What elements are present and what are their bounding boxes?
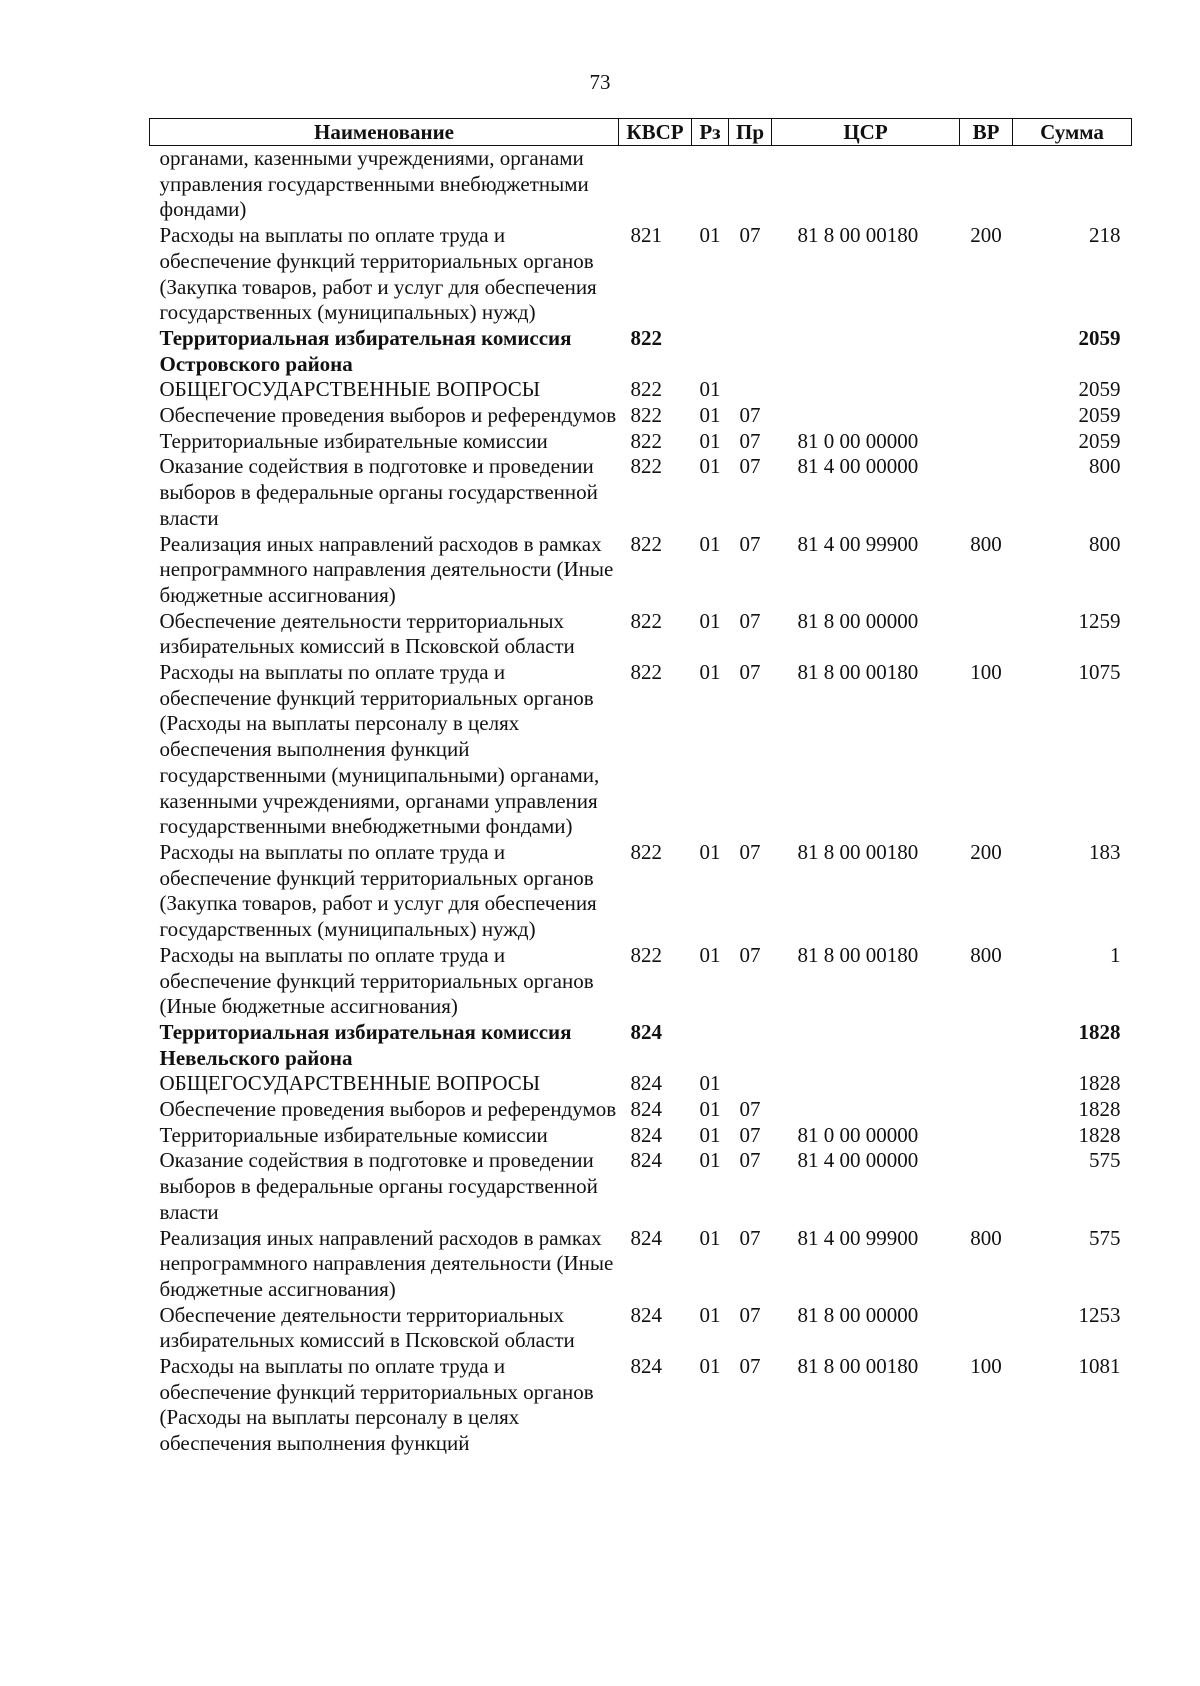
cell-csr: 81 4 00 00000 <box>797 1148 919 1173</box>
cell-name: Расходы на выплаты по оплате труда и обеспечение функций территориальных органов (Закупка товаров, работ и услуг для обеспечения государственных (муниципальных) нужд) <box>159 839 597 942</box>
budget-table <box>149 118 1132 1457</box>
cell-kvsr: 822 <box>630 942 662 967</box>
cell-kvsr: 822 <box>630 403 662 428</box>
table-row <box>150 326 1132 377</box>
cell-pr: 07 <box>739 608 761 633</box>
cell-kvsr: 822 <box>630 325 662 350</box>
cell-sum: 1259 <box>1078 608 1121 633</box>
cell-vr <box>960 609 1013 660</box>
cell-kvsr: 822 <box>630 454 662 479</box>
cell-name: Территориальные избирательные комиссии <box>159 428 548 453</box>
cell-csr: 81 4 00 00000 <box>797 454 919 479</box>
table-row <box>150 1123 1132 1149</box>
cell-name: ОБЩЕГОСУДАРСТВЕННЫЕ ВОПРОСЫ <box>159 377 541 402</box>
table-row <box>150 660 1132 840</box>
cell-rz <box>692 146 729 224</box>
cell-vr <box>960 403 1013 429</box>
cell-vr <box>960 377 1013 403</box>
cell-rz: 01 <box>699 377 721 402</box>
cell-kvsr: 822 <box>630 377 662 402</box>
cell-pr: 07 <box>739 428 761 453</box>
cell-vr: 800 <box>970 531 1002 556</box>
cell-pr: 07 <box>739 1097 761 1122</box>
cell-csr <box>772 1071 960 1097</box>
cell-vr <box>960 1303 1013 1354</box>
table-row <box>150 454 1132 531</box>
cell-vr <box>960 454 1013 531</box>
cell-pr: 07 <box>739 942 761 967</box>
cell-rz: 01 <box>699 403 721 428</box>
table-header-row <box>150 119 1132 146</box>
cell-rz: 01 <box>699 1302 721 1327</box>
cell-csr <box>772 1020 960 1071</box>
cell-kvsr: 822 <box>630 608 662 633</box>
table-row <box>150 1354 1132 1457</box>
cell-csr: 81 8 00 00000 <box>797 608 919 633</box>
page-number: 73 <box>589 70 611 94</box>
cell-name: Расходы на выплаты по оплате труда и обеспечение функций территориальных органов (Иные бюджетные ассигнования) <box>159 942 594 1019</box>
cell-rz: 01 <box>699 1148 721 1173</box>
cell-pr <box>729 326 772 377</box>
table-row <box>150 403 1132 429</box>
header-rz: Рз <box>692 119 729 146</box>
cell-vr: 200 <box>970 839 1002 864</box>
cell-sum: 1081 <box>1078 1354 1121 1379</box>
table-row <box>150 1226 1132 1303</box>
table-row <box>150 1071 1132 1097</box>
header-pr: Пр <box>729 119 772 146</box>
cell-sum <box>1013 146 1132 224</box>
cell-vr <box>960 326 1013 377</box>
cell-rz: 01 <box>699 839 721 864</box>
table-body <box>150 146 1132 1457</box>
cell-kvsr: 824 <box>630 1122 662 1147</box>
cell-pr: 07 <box>739 223 761 248</box>
cell-csr: 81 8 00 00180 <box>797 839 919 864</box>
cell-kvsr: 824 <box>630 1097 662 1122</box>
header-vr: ВР <box>960 119 1013 146</box>
cell-sum: 2059 <box>1078 377 1121 402</box>
table-row <box>150 1097 1132 1123</box>
cell-sum: 1075 <box>1078 660 1121 685</box>
table-row <box>150 609 1132 660</box>
cell-sum: 1 <box>1110 942 1121 967</box>
cell-vr: 100 <box>970 1354 1002 1379</box>
cell-sum: 575 <box>1089 1225 1121 1250</box>
table-row <box>150 377 1132 403</box>
cell-pr: 07 <box>739 660 761 685</box>
cell-csr <box>772 146 960 224</box>
cell-sum: 2059 <box>1078 428 1121 453</box>
cell-vr <box>960 1097 1013 1123</box>
cell-vr <box>960 1020 1013 1071</box>
cell-name: Территориальные избирательные комиссии <box>159 1122 548 1147</box>
cell-pr: 07 <box>739 454 761 479</box>
cell-pr: 07 <box>739 1225 761 1250</box>
cell-rz: 01 <box>699 223 721 248</box>
cell-sum: 218 <box>1089 223 1121 248</box>
cell-rz: 01 <box>699 531 721 556</box>
cell-sum: 1828 <box>1078 1122 1121 1147</box>
cell-sum: 2059 <box>1078 403 1121 428</box>
cell-sum: 575 <box>1089 1148 1121 1173</box>
cell-vr <box>960 1071 1013 1097</box>
cell-rz <box>692 326 729 377</box>
cell-kvsr: 821 <box>630 223 662 248</box>
cell-name: ОБЩЕГОСУДАРСТВЕННЫЕ ВОПРОСЫ <box>159 1071 541 1096</box>
table-row <box>150 943 1132 1020</box>
cell-pr: 07 <box>739 1302 761 1327</box>
cell-name: Расходы на выплаты по оплате труда и обеспечение функций территориальных органов (Закупка товаров, работ и услуг для обеспечения государственных (муниципальных) нужд) <box>159 223 597 325</box>
cell-rz: 01 <box>699 660 721 685</box>
cell-name: Оказание содействия в подготовке и проведении выборов в федеральные органы государственной власти <box>159 454 598 530</box>
cell-name: Реализация иных направлений расходов в рамках непрограммного направления деятельности (Иные бюджетные ассигнования) <box>159 1225 614 1301</box>
cell-pr: 07 <box>739 1148 761 1173</box>
cell-name: Расходы на выплаты по оплате труда и обеспечение функций территориальных органов (Расходы на выплаты персоналу в целях обеспечения выполнения функций государственными (муниципальными) органами, казенными учреждениями, органами управления государственными внебюджетными фондами) <box>159 660 600 839</box>
table-row <box>150 146 1132 224</box>
cell-kvsr: 822 <box>630 839 662 864</box>
cell-name: Территориальная избирательная комиссия Невельского района <box>159 1019 572 1070</box>
cell-sum: 800 <box>1089 531 1121 556</box>
cell-kvsr: 824 <box>630 1148 662 1173</box>
cell-pr: 07 <box>739 839 761 864</box>
cell-pr <box>729 377 772 403</box>
cell-name: Обеспечение проведения выборов и референдумов <box>159 403 617 428</box>
cell-csr: 81 0 00 00000 <box>797 428 919 453</box>
cell-vr: 100 <box>970 660 1002 685</box>
cell-rz: 01 <box>699 428 721 453</box>
cell-sum: 800 <box>1089 454 1121 479</box>
cell-csr: 81 8 00 00000 <box>797 1302 919 1327</box>
cell-sum: 1828 <box>1078 1019 1121 1044</box>
cell-csr: 81 8 00 00180 <box>797 942 919 967</box>
header-name: Наименование <box>150 119 619 146</box>
cell-rz: 01 <box>699 1225 721 1250</box>
cell-pr <box>729 1020 772 1071</box>
cell-csr <box>772 1097 960 1123</box>
table-row <box>150 1148 1132 1225</box>
table-row <box>150 532 1132 609</box>
cell-pr <box>729 1071 772 1097</box>
cell-pr <box>729 146 772 224</box>
cell-sum: 1828 <box>1078 1097 1121 1122</box>
cell-rz: 01 <box>699 454 721 479</box>
cell-csr <box>772 326 960 377</box>
cell-csr <box>772 377 960 403</box>
table-row <box>150 840 1132 943</box>
cell-sum: 183 <box>1089 839 1121 864</box>
cell-sum: 1253 <box>1078 1302 1121 1327</box>
cell-name: Территориальная избирательная комиссия Островского района <box>159 325 572 376</box>
cell-csr: 81 8 00 00180 <box>797 223 919 248</box>
cell-pr: 07 <box>739 531 761 556</box>
cell-vr: 800 <box>970 942 1002 967</box>
cell-sum: 2059 <box>1078 325 1121 350</box>
cell-rz: 01 <box>699 1097 721 1122</box>
cell-kvsr: 824 <box>630 1225 662 1250</box>
cell-pr: 07 <box>739 403 761 428</box>
cell-kvsr: 822 <box>630 531 662 556</box>
cell-rz <box>692 1020 729 1071</box>
cell-kvsr: 822 <box>630 660 662 685</box>
cell-name: Оказание содействия в подготовке и проведении выборов в федеральные органы государственной власти <box>159 1148 598 1224</box>
table-row <box>150 1303 1132 1354</box>
cell-rz: 01 <box>699 1122 721 1147</box>
cell-vr <box>960 146 1013 224</box>
cell-vr <box>960 429 1013 455</box>
cell-kvsr: 824 <box>630 1302 662 1327</box>
cell-name: Реализация иных направлений расходов в рамках непрограммного направления деятельности (Иные бюджетные ассигнования) <box>159 531 614 607</box>
cell-rz: 01 <box>699 1354 721 1379</box>
cell-csr: 81 8 00 00180 <box>797 660 919 685</box>
cell-rz: 01 <box>699 942 721 967</box>
cell-name: органами, казенными учреждениями, органами управления государственными внебюджетными фондами) <box>159 146 589 222</box>
table-row <box>150 1020 1132 1071</box>
header-kvsr: КВСР <box>619 119 692 146</box>
table-row <box>150 223 1132 326</box>
cell-rz: 01 <box>699 608 721 633</box>
cell-vr: 200 <box>970 223 1002 248</box>
cell-kvsr: 822 <box>630 428 662 453</box>
cell-kvsr: 824 <box>630 1071 662 1096</box>
cell-vr: 800 <box>970 1225 1002 1250</box>
cell-name: Обеспечение деятельности территориальных избирательных комиссий в Псковской области <box>159 1302 575 1353</box>
cell-kvsr: 824 <box>630 1354 662 1379</box>
cell-csr <box>772 403 960 429</box>
cell-kvsr <box>619 146 692 224</box>
cell-name: Обеспечение деятельности территориальных избирательных комиссий в Псковской области <box>159 608 575 659</box>
cell-rz: 01 <box>699 1071 721 1096</box>
cell-csr: 81 0 00 00000 <box>797 1122 919 1147</box>
header-csr: ЦСР <box>772 119 960 146</box>
cell-vr <box>960 1148 1013 1225</box>
cell-csr: 81 8 00 00180 <box>797 1354 919 1379</box>
header-sum: Сумма <box>1013 119 1132 146</box>
cell-sum: 1828 <box>1078 1071 1121 1096</box>
cell-name: Расходы на выплаты по оплате труда и обеспечение функций территориальных органов (Расходы на выплаты персоналу в целях обеспечения выполнения функций <box>159 1354 594 1456</box>
cell-vr <box>960 1123 1013 1149</box>
cell-kvsr: 824 <box>630 1019 662 1044</box>
cell-csr: 81 4 00 99900 <box>797 1225 919 1250</box>
cell-name: Обеспечение проведения выборов и референдумов <box>159 1097 617 1122</box>
cell-pr: 07 <box>739 1122 761 1147</box>
table-row <box>150 429 1132 455</box>
cell-pr: 07 <box>739 1354 761 1379</box>
cell-csr: 81 4 00 99900 <box>797 531 919 556</box>
